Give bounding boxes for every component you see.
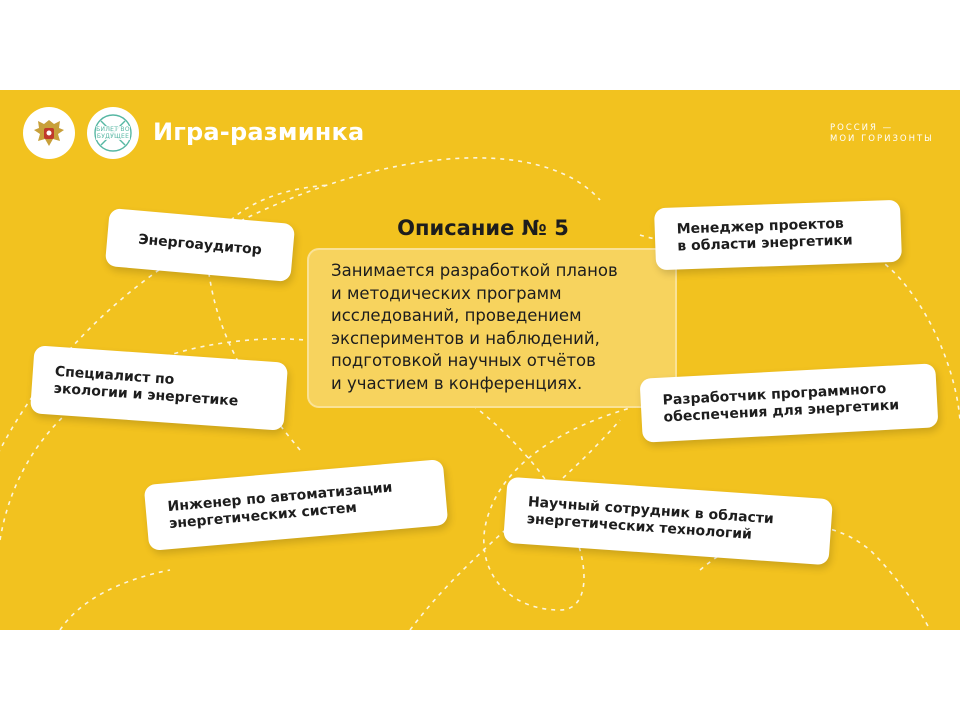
- option-card-energy-auditor[interactable]: Энергоаудитор: [105, 208, 295, 282]
- tagline-line-2: МОИ ГОРИЗОНТЫ: [830, 134, 934, 144]
- description-box: [307, 248, 677, 408]
- tagline-line-1: РОССИЯ —: [830, 123, 894, 133]
- tagline: [830, 123, 934, 145]
- description-heading: Описание № 5: [397, 216, 569, 240]
- slide-title: Игра-разминка: [153, 118, 365, 146]
- option-card-project-manager[interactable]: Менеджер проектов в области энергетики: [654, 200, 902, 271]
- option-card-automation-engineer[interactable]: Инженер по автоматизации энергетических систем: [144, 459, 449, 551]
- coat-of-arms-icon: [30, 114, 68, 152]
- slide: [0, 90, 960, 630]
- ticket-logo-text: БИЛЕТ ВО БУДУЩЕЕ: [96, 126, 130, 140]
- ticket-to-future-logo: [87, 107, 139, 159]
- option-card-research-scientist[interactable]: Научный сотрудник в области энергетических технологий: [503, 477, 833, 566]
- description-text: Занимается разработкой планов и методических программ исследований, проведением экспериментов и наблюдений, подготовкой научных отчётов и участием в конференциях.: [331, 261, 618, 393]
- option-card-software-developer[interactable]: Разработчик программного обеспечения для энергетики: [640, 363, 939, 442]
- coat-of-arms-logo: [23, 107, 75, 159]
- option-card-ecology-specialist[interactable]: Специалист по экологии и энергетике: [30, 345, 288, 431]
